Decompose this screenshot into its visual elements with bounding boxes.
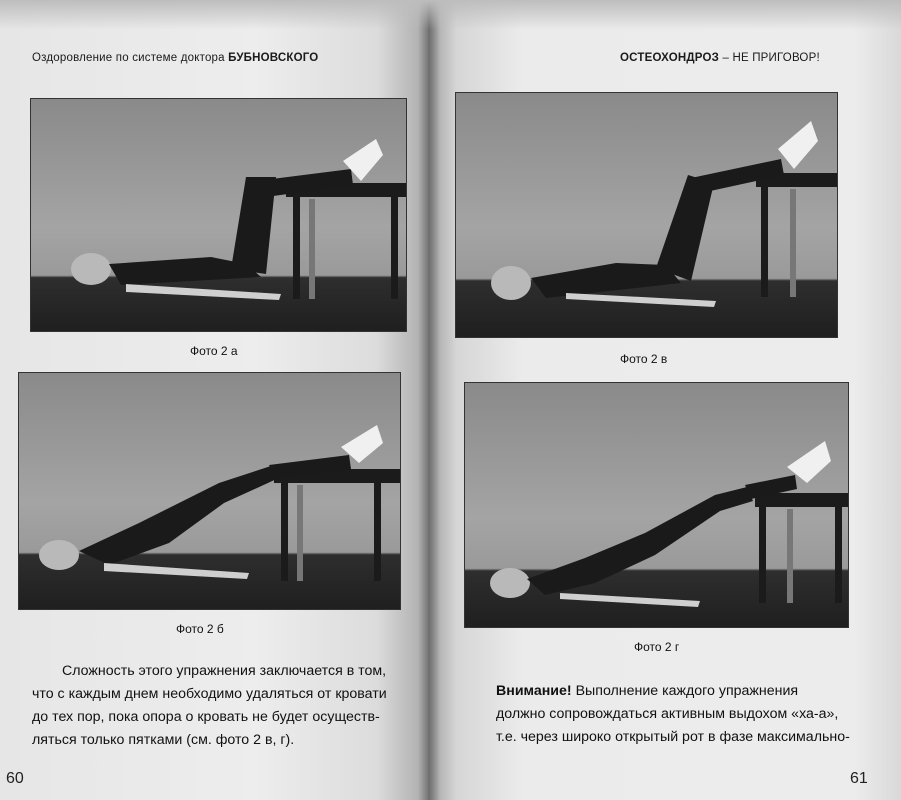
left-paragraph [32, 660, 394, 752]
left-page [0, 0, 428, 800]
photo-2v-figure [456, 93, 837, 337]
paragraph-line-1: Сложность этого упражнения заключается в том, [62, 663, 387, 679]
photo-2g [464, 382, 849, 628]
paragraph-line-2: что с каждым днем необходимо удаляться от кровати [32, 686, 387, 702]
attention-paragraph [496, 680, 856, 749]
photo-2g-figure [465, 383, 848, 627]
attention-line-2: должно сопровождаться активным выдохом «ха-а», [496, 706, 839, 722]
top-shadow [0, 0, 901, 30]
photo-2b-figure [19, 373, 400, 609]
caption-photo-2v: Фото 2 в [620, 352, 668, 366]
paragraph-line-4: ляться только пятками (см. фото 2 в, г). [32, 732, 295, 748]
photo-2a [30, 98, 407, 332]
photo-2b [18, 372, 401, 610]
left-running-head: Оздоровление по системе доктора БУБНОВСКОГО [32, 52, 319, 64]
caption-photo-2g: Фото 2 г [634, 640, 680, 654]
right-page [428, 0, 901, 800]
right-page-number: 61 [850, 770, 868, 787]
attention-label: Внимание! [496, 683, 572, 699]
attention-line-3: т.е. через широко открытый рот в фазе максимально- [496, 729, 850, 745]
photo-2a-figure [31, 99, 406, 331]
photo-2v [455, 92, 838, 338]
caption-photo-2b: Фото 2 б [176, 622, 224, 636]
paragraph-line-3: до тех пор, пока опора о кровать не будет осуществ- [32, 709, 380, 725]
right-running-head: ОСТЕОХОНДРОЗ – НЕ ПРИГОВОР! [620, 52, 820, 64]
left-page-number: 60 [6, 770, 24, 787]
attention-line-1: Внимание! Выполнение каждого упражнения [496, 683, 799, 699]
caption-photo-2a: Фото 2 а [190, 344, 238, 358]
book-gutter [418, 0, 440, 800]
